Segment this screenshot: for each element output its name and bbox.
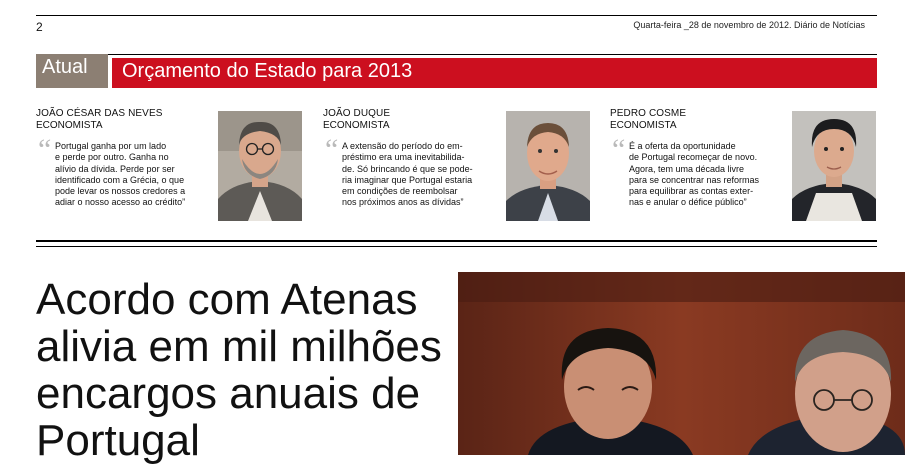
opinion-quote: A extensão do período do em- préstimo era uma inevitabilida- de. Só brincando é que se pode- ria imaginar que Portugal estaria em condições de reembolsar nos próximos anos as dívidas” [342,141,473,208]
columnist-role: ECONOMISTA [36,120,103,131]
page-number: 2 [36,20,43,34]
dateline: Quarta-feira _28 de novembro de 2012. Diário de Notícias [633,20,865,30]
divider-rule [36,240,877,242]
columnist-name: JOÃO CÉSAR DAS NEVES [36,108,163,119]
divider-rule [36,246,877,247]
quote-mark-icon: “ [612,133,626,166]
article-headline: Acordo com Atenas alivia em mil milhões encargos anuais de Portugal [36,275,442,465]
columnist-photo [218,111,302,221]
opinion-column-2 [323,107,603,222]
opinion-column-3 [610,107,890,222]
columnist-photo [792,111,876,221]
section-banner [36,54,877,88]
opinion-column-1 [36,107,316,222]
columnist-role: ECONOMISTA [610,120,677,131]
columnist-name: JOÃO DUQUE [323,108,391,119]
quote-mark-icon: “ [38,133,52,166]
quote-mark-icon: “ [325,133,339,166]
article-photo [458,272,905,455]
columnist-name: PEDRO COSME [610,108,687,119]
opinion-quote: Portugal ganha por um lado e perde por outro. Ganha no alívio da dívida. Perde por ser identificado com a Grécia, o que pode levar os nossos credores a adiar o nosso acesso ao crédito” [55,141,186,208]
top-rule [36,15,877,16]
section-tag: Atual [36,54,108,88]
opinion-quote: É a oferta da oportunidade de Portugal recomeçar de novo. Agora, tem uma década livre para se concentrar nas reformas para equilibrar as contas exter- nas e anular o défice público” [629,141,760,208]
columnist-photo [506,111,590,221]
section-title: Orçamento do Estado para 2013 [112,58,877,88]
columnist-role: ECONOMISTA [323,120,390,131]
